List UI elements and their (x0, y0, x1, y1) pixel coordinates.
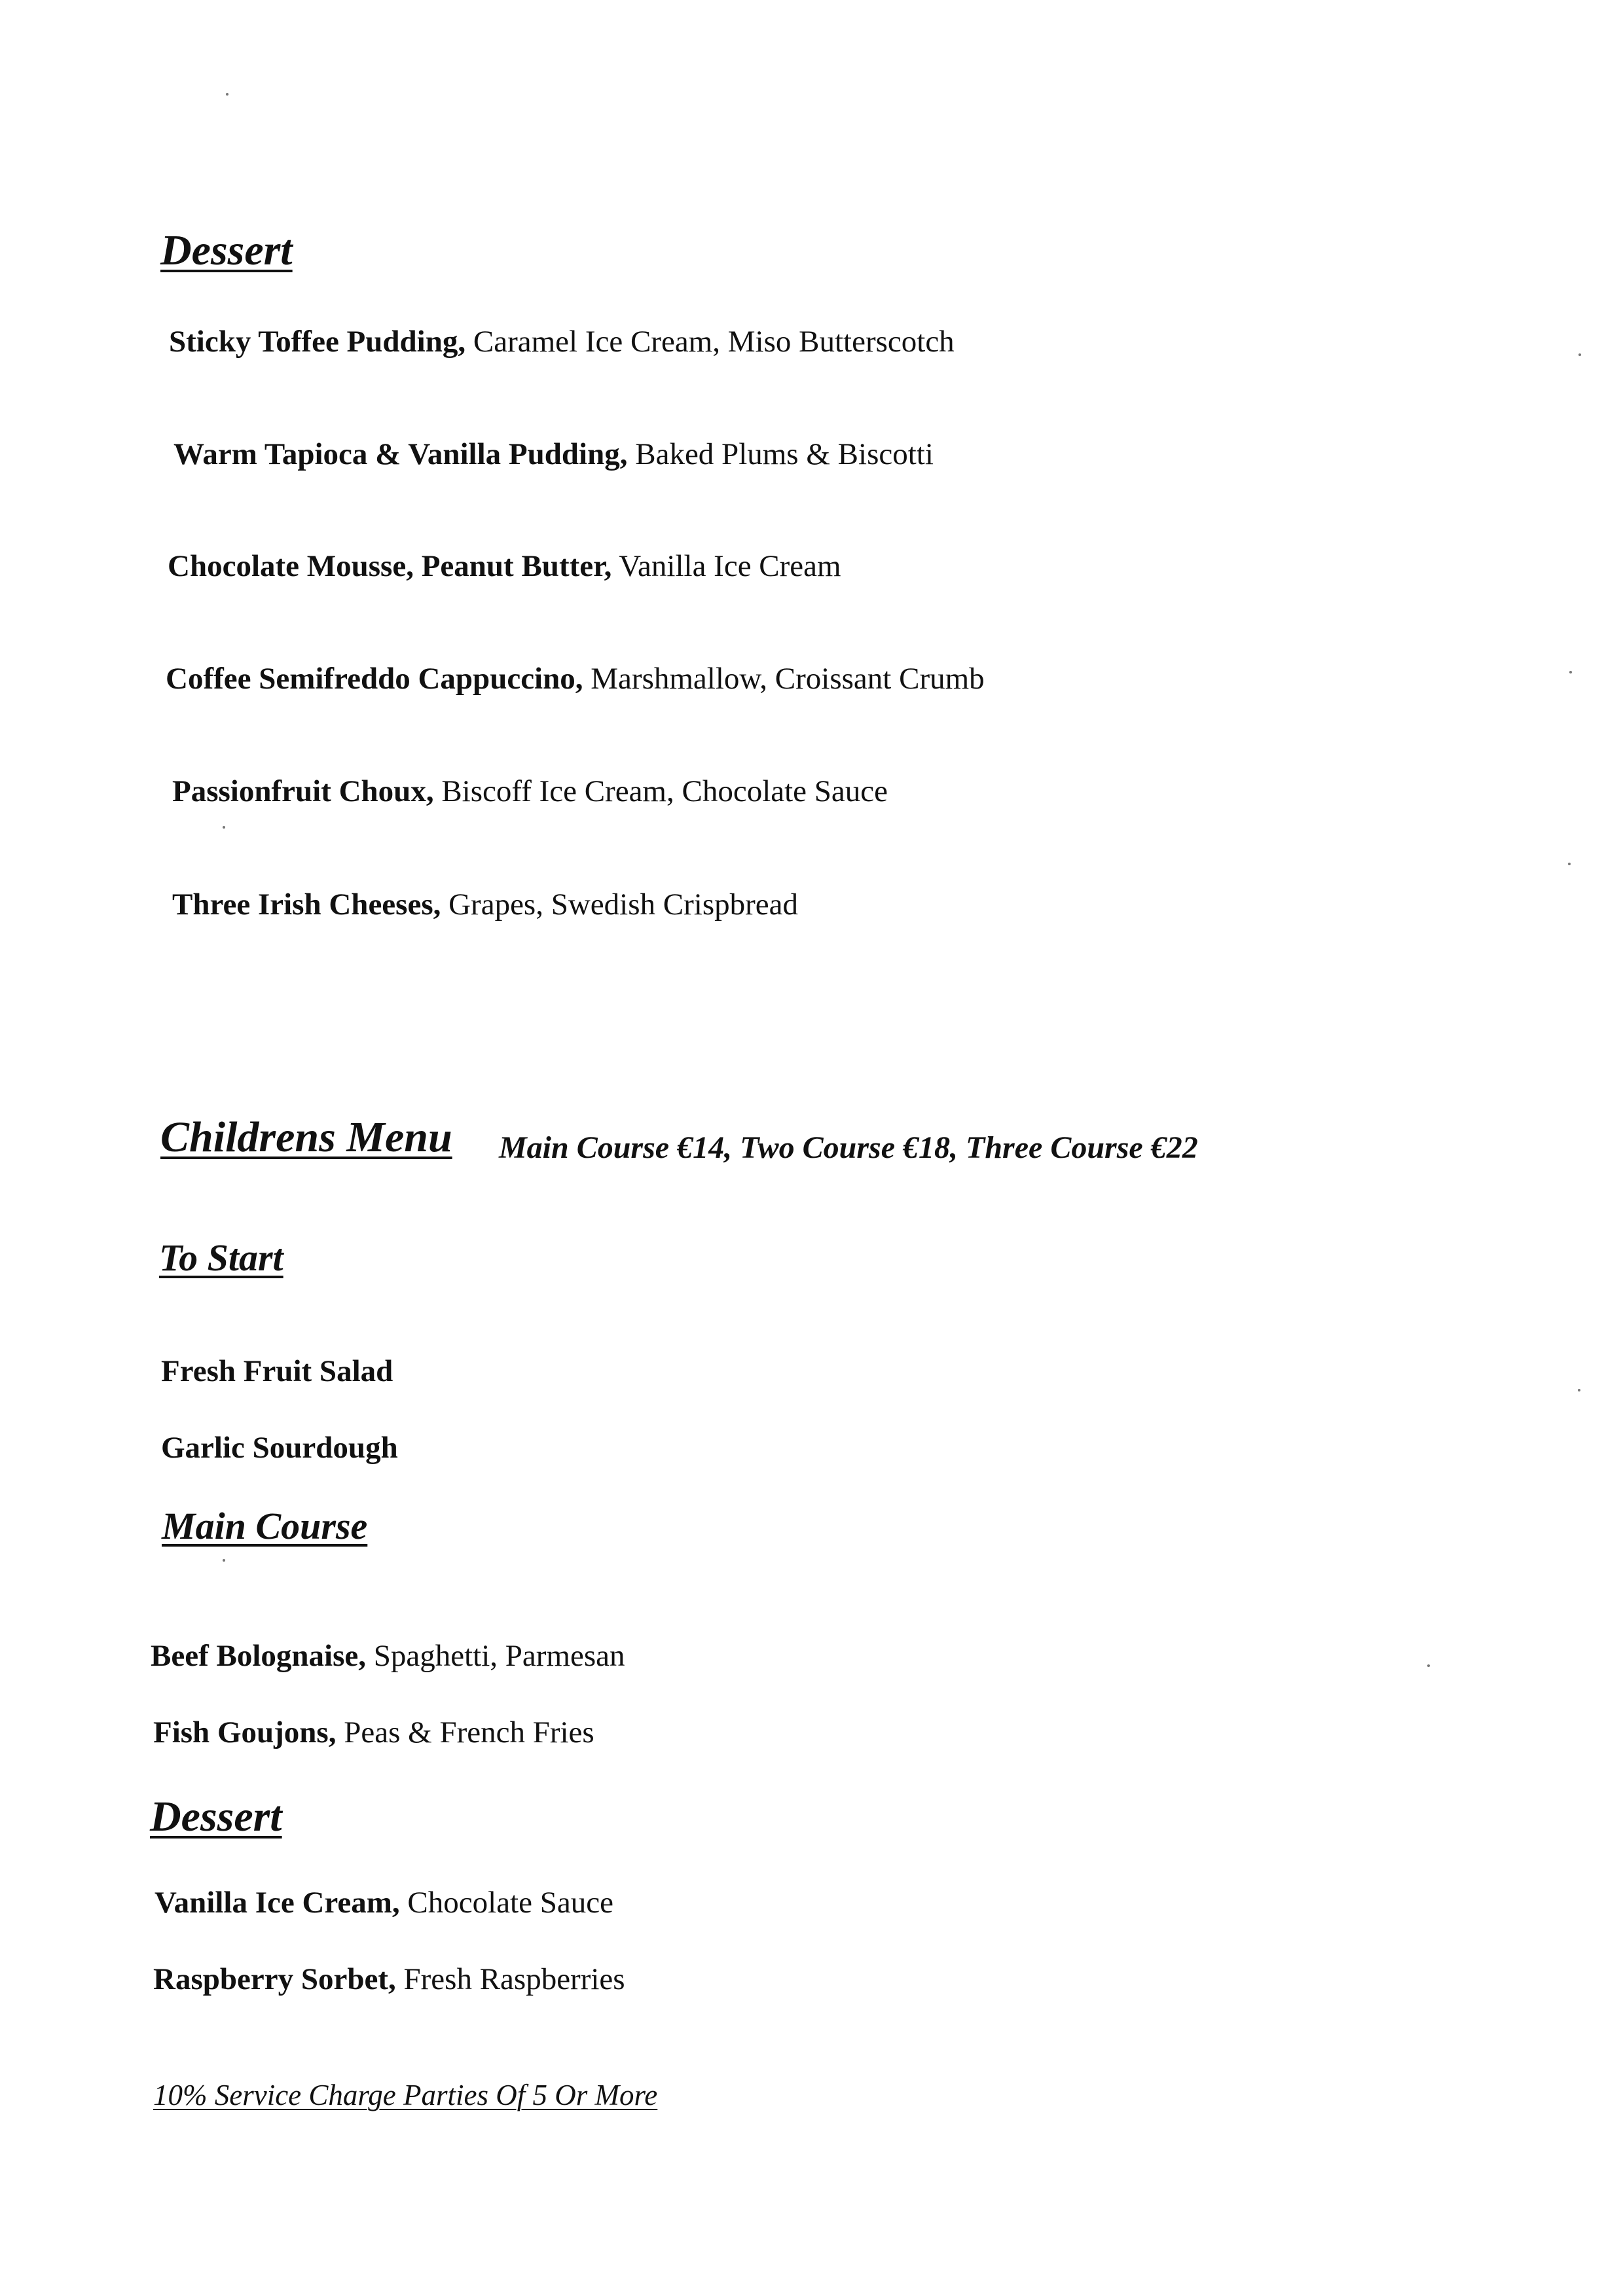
menu-item (168, 548, 841, 584)
childrens-menu-heading: Childrens Menu (160, 1113, 452, 1161)
item-description: Caramel Ice Cream, Miso Butterscotch (465, 325, 955, 359)
scan-speck (1427, 1664, 1430, 1667)
scan-speck (1568, 863, 1571, 865)
to-start-heading: To Start (159, 1236, 283, 1279)
item-name: Vanilla Ice Cream, (155, 1886, 400, 1920)
item-description: Grapes, Swedish Crispbread (441, 888, 798, 922)
dessert-heading: Dessert (160, 226, 293, 274)
item-description: Fresh Raspberries (395, 1962, 625, 1996)
menu-item (153, 1962, 625, 1997)
menu-item (161, 1430, 398, 1465)
item-description: Chocolate Sauce (399, 1886, 613, 1920)
item-name: Three Irish Cheeses, (172, 888, 441, 922)
menu-item (151, 1638, 625, 1674)
childrens-dessert-heading: Dessert (150, 1793, 282, 1840)
scan-speck (1578, 1389, 1580, 1391)
item-name: Garlic Sourdough (161, 1431, 398, 1465)
childrens-menu-pricing: Main Course €14, Two Course €18, Three Course €22 (499, 1130, 1198, 1165)
item-description: Peas & French Fries (336, 1715, 594, 1749)
menu-item (161, 1354, 393, 1389)
item-description: Biscoff Ice Cream, Chocolate Sauce (433, 774, 888, 808)
item-description: Vanilla Ice Cream (611, 549, 841, 583)
scan-speck (223, 826, 225, 829)
item-name: Fresh Fruit Salad (161, 1354, 393, 1388)
scan-speck (223, 1559, 225, 1562)
item-name: Passionfruit Choux, (172, 774, 434, 808)
menu-item (172, 887, 798, 922)
item-name: Fish Goujons, (153, 1715, 337, 1749)
item-name: Sticky Toffee Pudding, (169, 325, 466, 359)
menu-item (153, 1715, 594, 1750)
menu-item (169, 324, 955, 359)
item-name: Raspberry Sorbet, (153, 1962, 396, 1996)
item-description: Spaghetti, Parmesan (365, 1639, 625, 1673)
main-course-heading: Main Course (162, 1505, 368, 1547)
item-name: Chocolate Mousse, Peanut Butter, (168, 549, 612, 583)
scan-speck (1569, 671, 1572, 673)
item-description: Baked Plums & Biscotti (627, 437, 934, 471)
menu-item (166, 661, 985, 696)
scan-speck (1578, 353, 1581, 356)
item-name: Warm Tapioca & Vanilla Pudding, (173, 437, 628, 471)
item-name: Beef Bolognaise, (151, 1639, 366, 1673)
item-name: Coffee Semifreddo Cappuccino, (166, 662, 583, 696)
menu-item (173, 437, 934, 472)
menu-item (172, 774, 888, 809)
menu-item (155, 1885, 613, 1920)
service-charge-note: 10% Service Charge Parties Of 5 Or More (153, 2079, 658, 2111)
item-description: Marshmallow, Croissant Crumb (583, 662, 985, 696)
scan-speck (226, 93, 228, 96)
